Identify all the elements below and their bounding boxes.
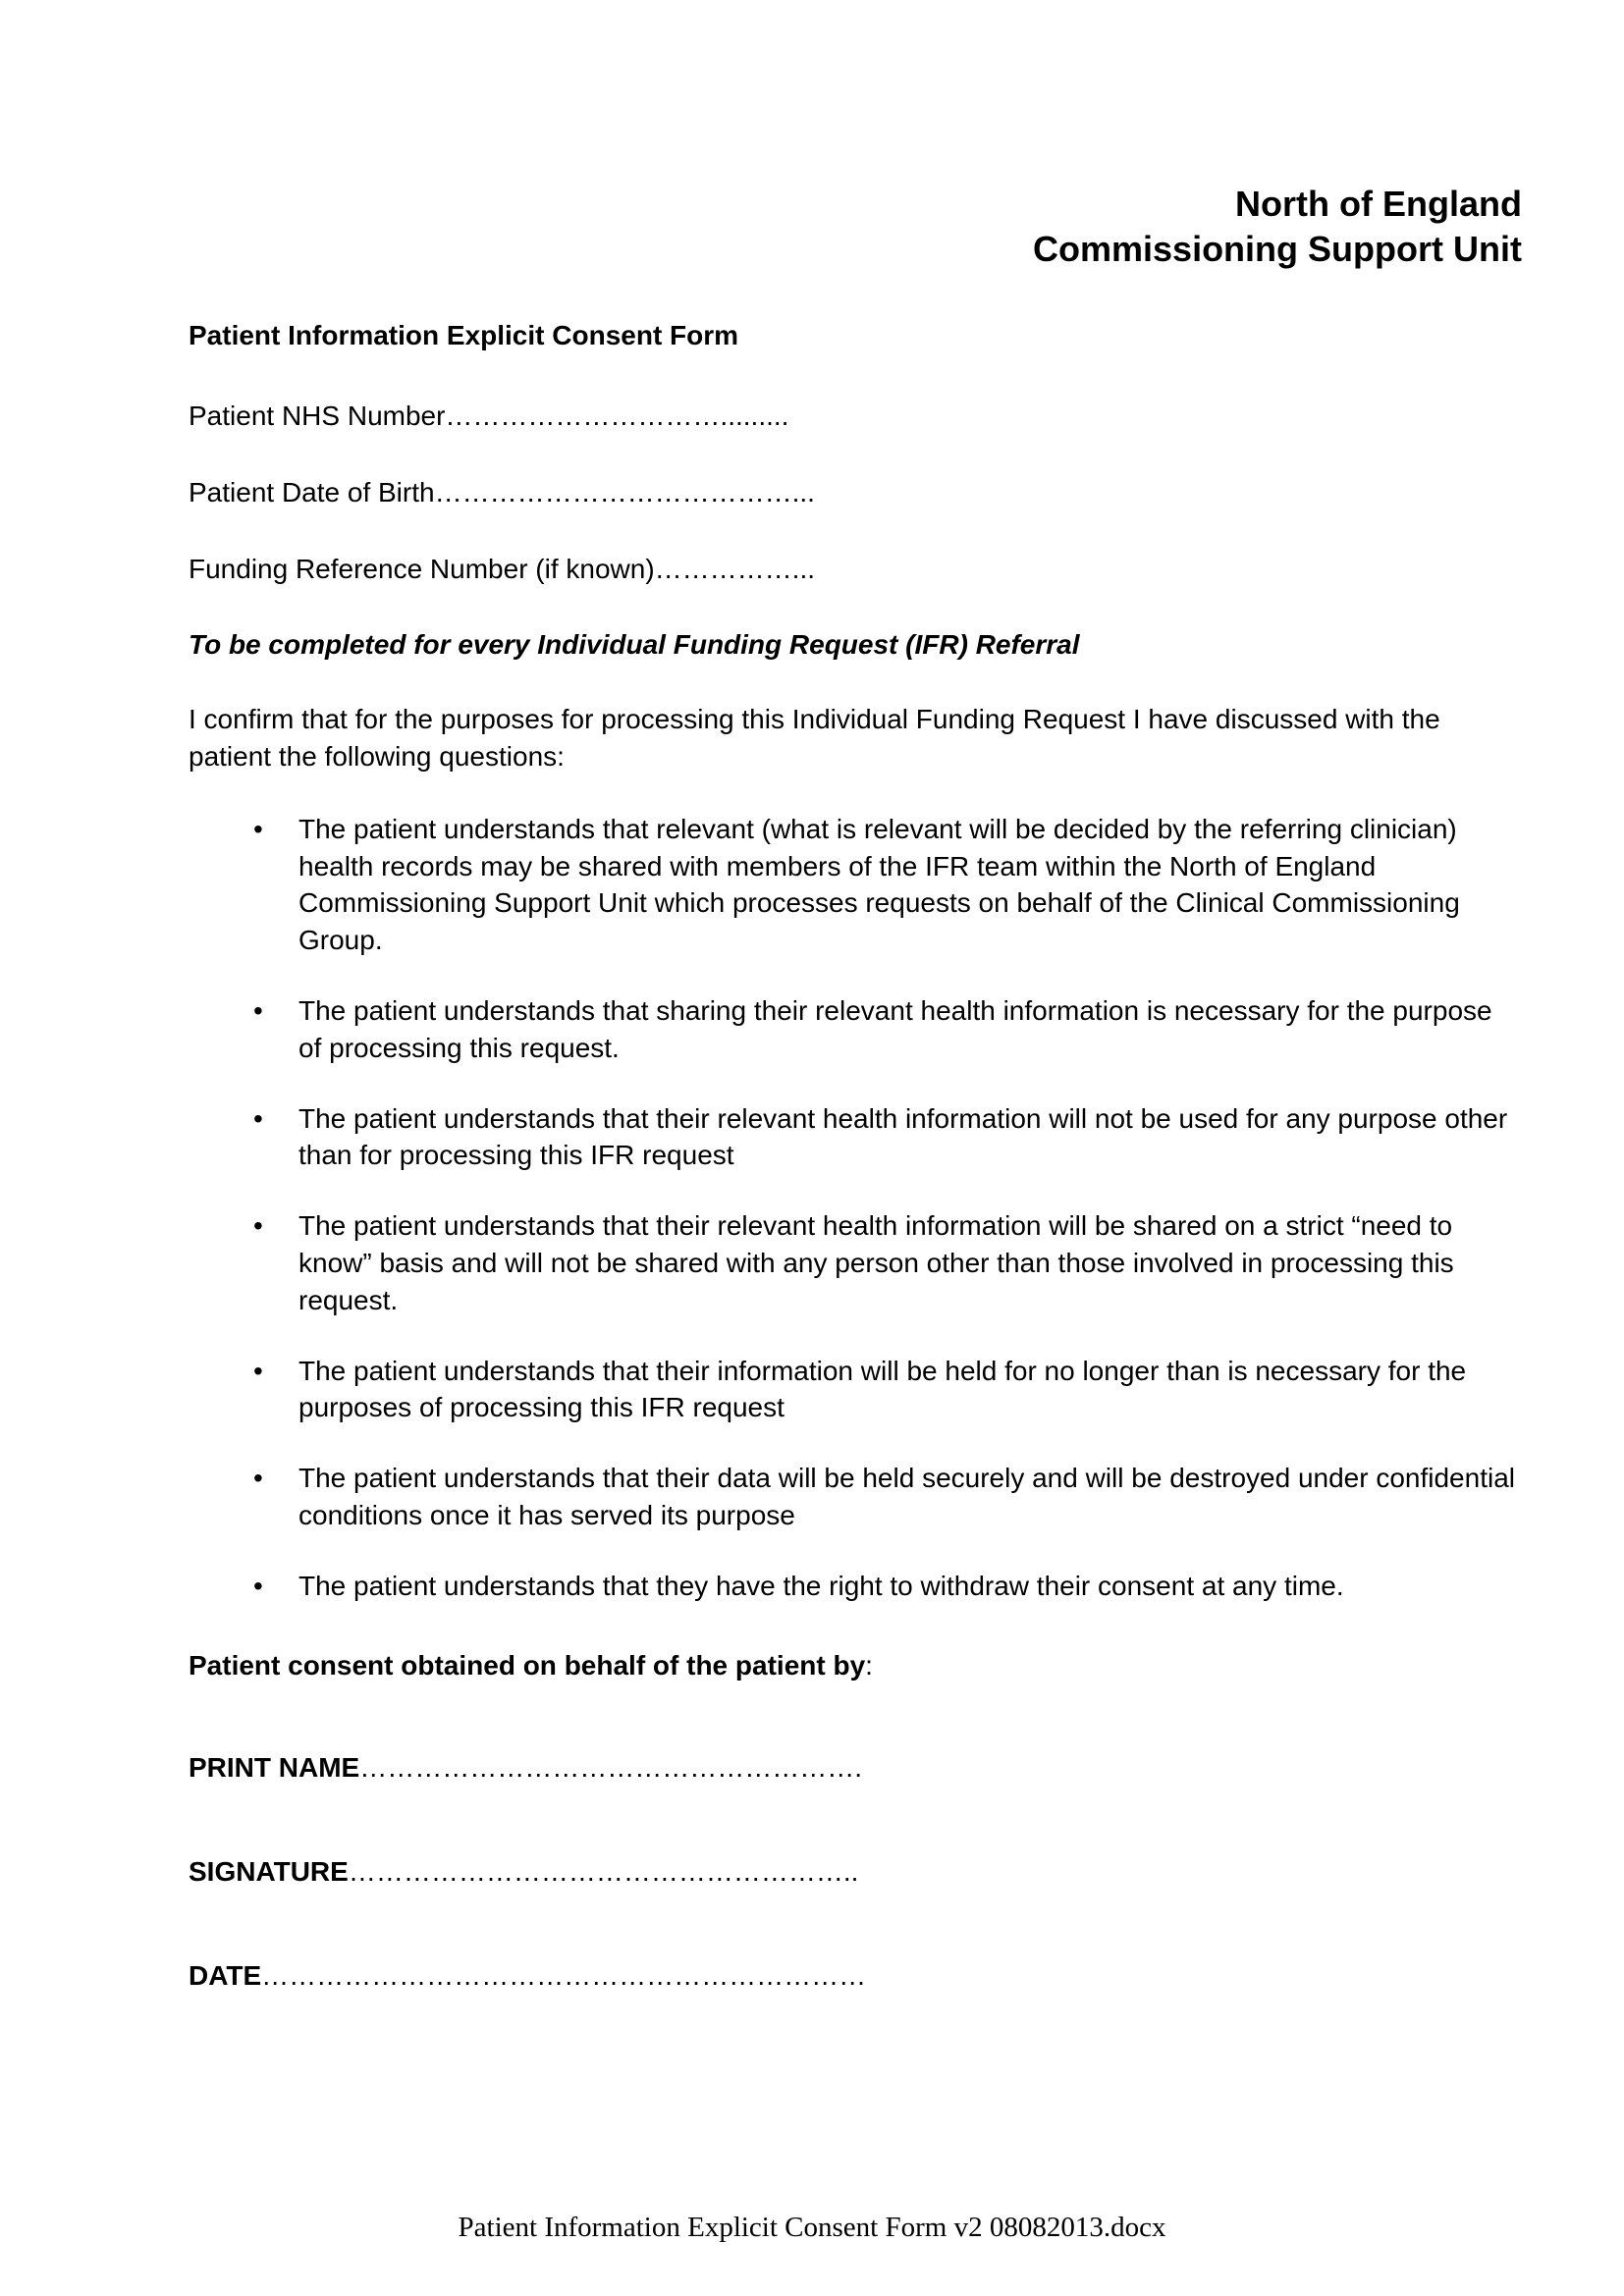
list-item (253, 1353, 1522, 1427)
list-item-text: The patient understands that their relevant health information will be shared on a strict “need to know” basis and will not be shared with any person other than those involved in processing this request. (298, 1210, 1454, 1315)
footer-filename: Patient Information Explicit Consent Form v2 08082013.docx (458, 2212, 1166, 2243)
field-funding-reference: Funding Reference Number (if known)……………... (189, 553, 815, 584)
consent-by-line (189, 1647, 1522, 1684)
intro-paragraph: I confirm that for the purposes for processing this Individual Funding Request I have discussed with the patient the following questions: (189, 704, 1440, 772)
consent-points-list (189, 811, 1522, 1605)
list-item-text: The patient understands that their relevant health information will not be used for any purpose other than for processing this IFR request (298, 1102, 1508, 1171)
signature-line (189, 1853, 1522, 1891)
signature-label: SIGNATURE (189, 1856, 349, 1888)
list-item (253, 992, 1522, 1067)
list-item (253, 1207, 1522, 1318)
bullet-icon: • (253, 1463, 263, 1494)
bullet-icon: • (253, 994, 263, 1026)
list-item-text: The patient understands that their data will be held securely and will be destroyed under confidential conditions once it has served its purpose (298, 1463, 1515, 1530)
bullet-icon: • (253, 1570, 263, 1601)
print-name-line (189, 1749, 1522, 1787)
field-date-of-birth: Patient Date of Birth…………………………………... (189, 476, 815, 507)
signature-dots: ……………………………………………….. (348, 1856, 859, 1888)
date-dots: ………………………………………………………… (261, 1959, 867, 1991)
list-item (253, 1460, 1522, 1534)
list-item (253, 1568, 1522, 1605)
field-nhs-number: Patient NHS Number…………………………......... (189, 400, 789, 431)
print-name-dots: ………………………………………………. (359, 1752, 863, 1784)
list-item-text: The patient understands that their information will be held for no longer than is necessary for the purposes of processing this IFR request (298, 1355, 1467, 1423)
list-item-text: The patient understands that sharing their relevant health information is necessary for the purpose of processing this request. (298, 994, 1492, 1063)
list-item (253, 811, 1522, 959)
bullet-icon: • (253, 1355, 263, 1386)
instruction-line: To be completed for every Individual Funding Request (IFR) Referral (189, 629, 1080, 661)
date-label: DATE (189, 1959, 262, 1991)
print-name-label: PRINT NAME (189, 1752, 360, 1784)
form-title: Patient Information Explicit Consent Form (189, 320, 739, 351)
list-item-text: The patient understands that relevant (what is relevant will be decided by the referring clinician) health records may be shared with members of the IFR team within the North of England Commissioning Support Unit which processes requests on behalf of the Clinical Commissioning Group. (298, 813, 1460, 956)
list-item (253, 1100, 1522, 1175)
bullet-icon: • (253, 1210, 263, 1242)
document-header (189, 182, 1522, 272)
org-name-line-1: North of England (1235, 184, 1522, 224)
date-line (189, 1957, 1522, 1995)
consent-by-colon: : (865, 1650, 873, 1682)
list-item-text: The patient understands that they have the right to withdraw their consent at any time. (298, 1570, 1344, 1601)
bullet-icon: • (253, 813, 263, 844)
bullet-icon: • (253, 1102, 263, 1134)
org-name-line-2: Commissioning Support Unit (1033, 229, 1522, 270)
consent-by-label: Patient consent obtained on behalf of the patient by (189, 1650, 866, 1682)
